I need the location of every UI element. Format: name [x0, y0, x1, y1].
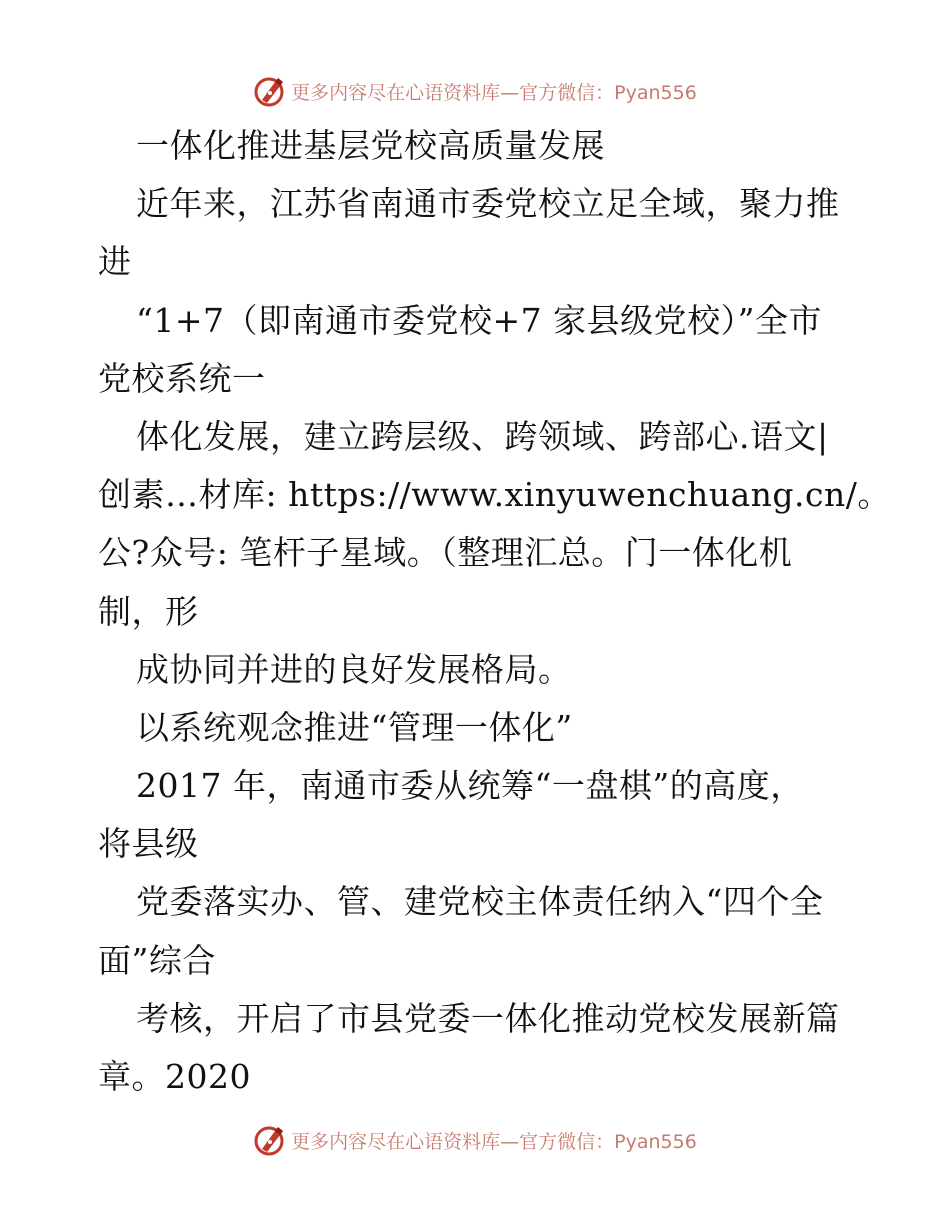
- text-line: 创素…材库: https://www.xinyuwenchuang.cn/。: [98, 475, 891, 515]
- document-body: [98, 117, 891, 1106]
- header-watermark: [0, 71, 950, 111]
- text-line: “1+7（即南通市委党校+7 家县级党校）”全市: [136, 300, 823, 340]
- text-line: 公?众号: 笔杆子星域。（整理汇总。门一体化机: [98, 533, 793, 573]
- text-line: 一体化推进基层党校高质量发展: [136, 126, 605, 165]
- pen-nib-logo-icon: [253, 1123, 287, 1157]
- watermark-text: 更多内容尽在心语资料库—官方微信：Pyan556: [291, 1130, 697, 1153]
- text-line: 成协同并进的良好发展格局。: [136, 649, 572, 689]
- text-line: 面”综合: [98, 940, 216, 980]
- text-line: 进: [98, 242, 132, 282]
- text-line: 体化发展，建立跨层级、跨领域、跨部心.语文|: [136, 416, 829, 456]
- text-line: 近年来，江苏省南通市委党校立足全域，聚力推: [136, 184, 840, 224]
- text-line: 制，形: [98, 591, 199, 631]
- text-line: 以系统观念推进“管理一体化”: [136, 707, 573, 747]
- footer-watermark: [0, 1120, 950, 1160]
- text-line: 将县级: [98, 824, 199, 864]
- text-line: 考核，开启了市县党委一体化推动党校发展新篇: [136, 998, 840, 1038]
- text-line: 党校系统一: [98, 358, 266, 398]
- text-line: 章。2020: [98, 1057, 251, 1096]
- pen-nib-logo-icon: [253, 74, 287, 108]
- text-line: 党委落实办、管、建党校主体责任纳入“四个全: [136, 882, 824, 922]
- watermark-text: 更多内容尽在心语资料库—官方微信：Pyan556: [291, 81, 697, 104]
- text-line: 2017 年，南通市委从统筹“一盘棋”的高度，: [136, 766, 804, 806]
